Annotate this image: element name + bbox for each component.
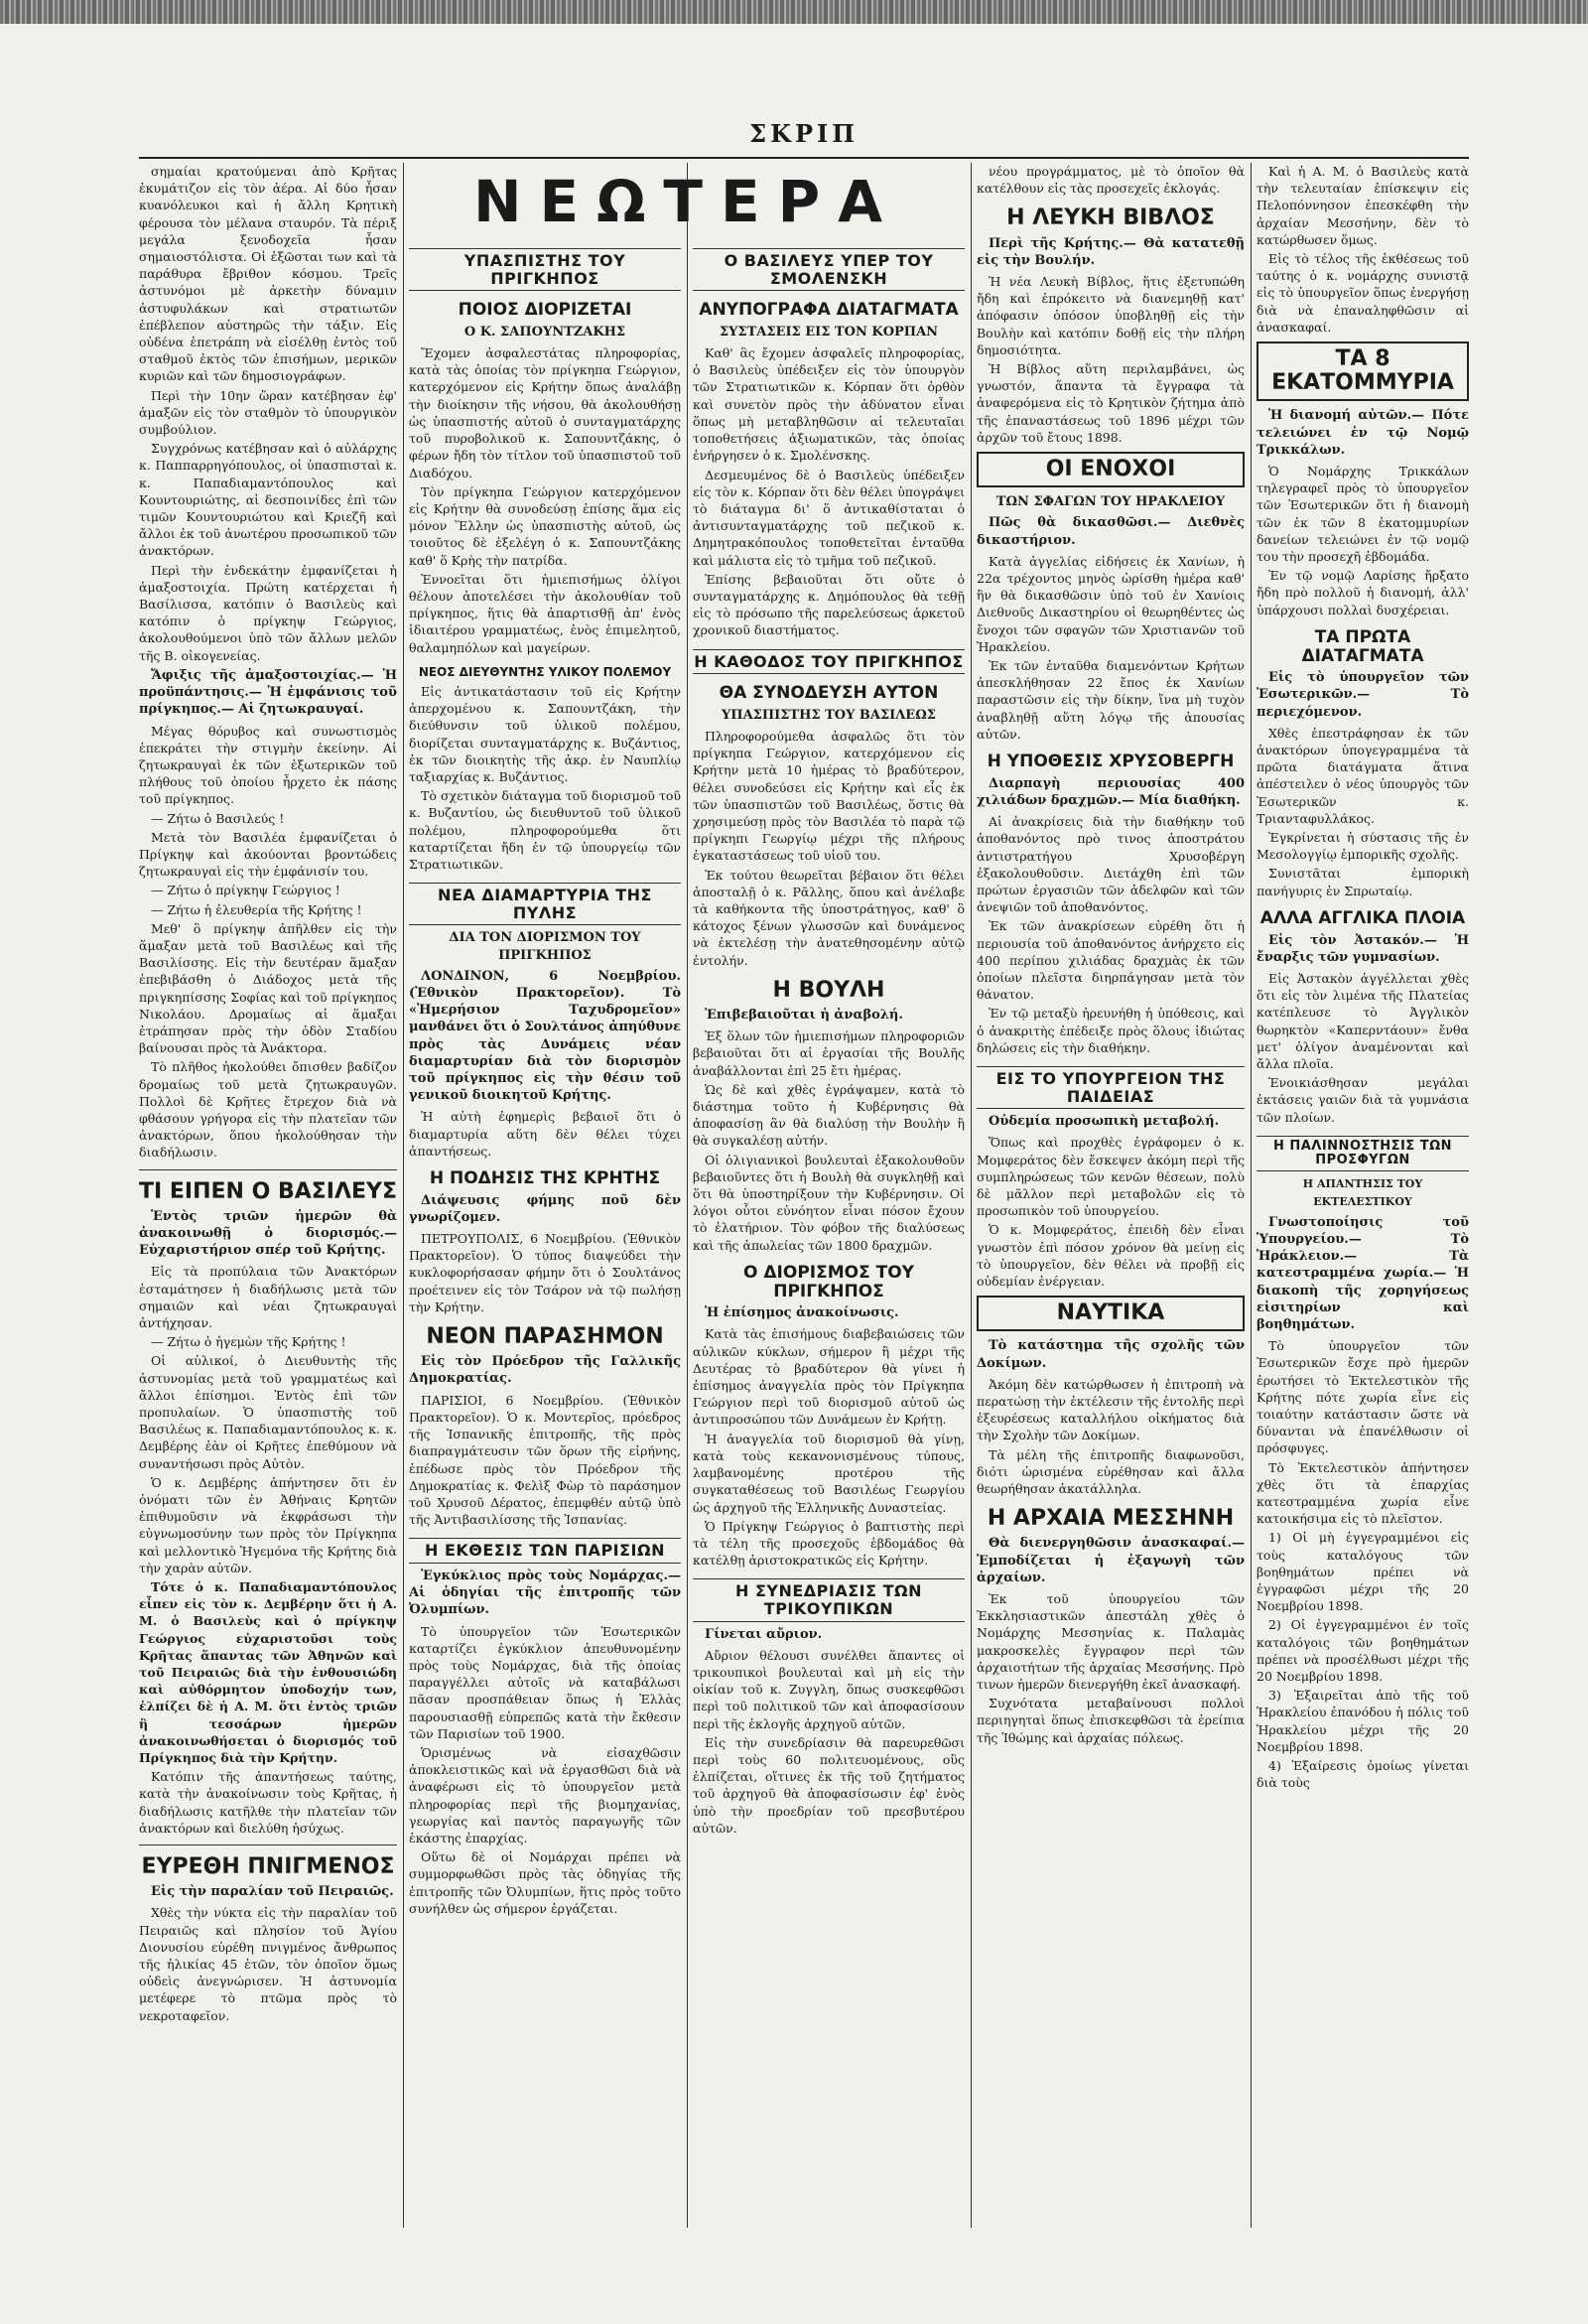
subheading: Διάψευσις φήμης ποῦ δὲν γνωρίζομεν. xyxy=(409,1192,681,1225)
headline: ΤΙ ΕΙΠΕΝ Ο ΒΑΣΙΛΕΥΣ xyxy=(139,1178,397,1204)
paragraph: Ὅπως καὶ προχθὲς ἐγράφομεν ὁ κ. Μομφεράτος δὲν ἔσκεψεν ἀκόμη περὶ τῆς συμπληρώσεως τῶν κενῶν θέσεων, πολὺ δὲ μᾶλλον περὶ μεταβολῶν εἰς τὸ προσωπικὸν τοῦ ὑπουργείου. xyxy=(977,1135,1245,1219)
paragraph: Ὁ Νομάρχης Τρικκάλων τηλεγραφεῖ πρὸς τὸ ὑπουργεῖον τῶν Ἐσωτερικῶν ὅτι ἡ διανομὴ τῶν ἐκ τῶν 8 ἑκατομμυρίων δανείων τελειώνει ἐν τῷ νομῷ του τὴν προσεχῆ ἑβδομάδα. xyxy=(1257,464,1469,565)
paragraph: Συγχρόνως κατέβησαν καὶ ὁ αὐλάρχης κ. Παππαρρηγόπουλος, οἱ ὑπασπισταὶ κ. κ. Παπαδιαμαντόπουλος καὶ Κουντουριώτης, αἱ δεσποινίδες ἐπὶ τῶν τιμῶν Κουντουριώτου καὶ Κριεζῆ καὶ ἄλλοι ἐκ τοῦ ἀνωτέρου προσωπικοῦ τῶν ἀνακτόρων. xyxy=(139,441,397,559)
paragraph: Ἐννοεῖται ὅτι ἡμιεπισήμως ὀλίγοι θέλουν ἀποτελέσει τὴν ἀκολουθίαν τοῦ πρίγκηπος, ἥτις θὰ ἀπαρτισθῇ ἀπ' ἑνὸς ἰδιαιτέρου γραμματέως, ἑνὸς ἐπιμελητοῦ, θαλαμηπόλων καὶ μαγείρων. xyxy=(409,571,681,655)
subheading: Οὐδεμία προσωπικὴ μεταβολή. xyxy=(989,1114,1220,1130)
subheading: Διαρπαγὴ περιουσίας 400 χιλιάδων δραχμῶν.— Μία διαθήκη. xyxy=(977,775,1245,808)
paragraph: Εἰς ἀντικατάστασιν τοῦ εἰς Κρήτην ἀπερχομένου κ. Σαπουντζάκη, τὴν διεύθυνσιν τοῦ ὑλικοῦ πολέμου, διορίζεται συνταγματάρχης κ. Βυζάντιος, ἐκ τῶν διοικητὴς τῆς ἀκρ. ἐν Ναυπλίῳ ταξιαρχίας κ. Βυζάντιος. xyxy=(409,683,681,784)
paragraph: Τὸ ὑπουργεῖον τῶν Ἐσωτερικῶν καταρτίζει ἐγκύκλιον ἀπευθυνομένην πρὸς τοὺς Νομάρχας, διὰ τῆς ὁποίας παραγγέλλει αὐτοῖς νὰ καταβάλωσι πᾶσαν προσπάθειαν ὅπως ἡ Ἑλλὰς παρουσιασθῇ εὐπρεπῶς κατὰ τὴν ἔκθεσιν τῶν Παρισίων τοῦ 1900. xyxy=(409,1623,681,1741)
paragraph: νέου προγράμματος, μὲ τὸ ὁποῖον θὰ κατέλθουν εἰς τὰς προσεχεῖς ἐκλογάς. xyxy=(977,164,1245,197)
headline: Η ΥΠΟΘΕΣΙΣ ΧΡΥΣΟΒΕΡΓΗ xyxy=(987,752,1235,772)
column-rule xyxy=(687,163,688,2228)
subheading: Ἡ ἐπίσημος ἀνακοίνωσις. xyxy=(705,1305,899,1321)
subheading: Θὰ διενεργηθῶσιν ἀνασκαφαί.— Ἐμποδίζεται ἡ ἐξαγωγὴ τῶν ἀρχαίων. xyxy=(977,1536,1245,1585)
column-4 xyxy=(977,163,1245,2228)
headline: Η ΣΥΝΕΔΡΙΑΣΙΣ ΤΩΝ ΤΡΙΚΟΥΠΙΚΩΝ xyxy=(693,1578,965,1621)
headline: Η ΒΟΥΛΗ xyxy=(772,977,885,1003)
subheading: Εἰς τὴν παραλίαν τοῦ Πειραιῶς. xyxy=(151,1884,394,1900)
paragraph: Ἐκ τούτου θεωρεῖται βέβαιον ὅτι θέλει ἀποσταλῇ ὁ κ. Ρᾶλλης, ὅπου καὶ ἀνέλαβε τὰ καθήκοντα τῆς ὑποστράτηγος, καθ' ὃ κάτοχος ξένων γλωσσῶν καὶ δυνάμενος νὰ ἐκτελέσῃ τὴν ἀνατεθησομένην αὐτῷ ἐντολήν. xyxy=(693,867,965,968)
divider xyxy=(139,1169,397,1170)
paragraph: — Ζήτω ἡ ἐλευθερία τῆς Κρήτης ! xyxy=(151,901,362,917)
paragraph: Τὸ σχετικὸν διάταγμα τοῦ διορισμοῦ τοῦ κ. Βυζαντίου, ὡς διευθυντοῦ τοῦ ὑλικοῦ πολέμου, πληροφορούμεθα ὅτι καταρτίζεται ἤδη ἐν τῷ ὑπουργείῳ τῶν Στρατιωτικῶν. xyxy=(409,788,681,872)
headline: ΤΑ 8 ΕΚΑΤΟΜΜΥΡΙΑ xyxy=(1257,342,1469,401)
subheading: Εἰς τὸ ὑπουργεῖον τῶν Ἐσωτερικῶν.— Τὸ περιεχόμενον. xyxy=(1257,670,1469,720)
subheading: Ἐγκύκλιος πρὸς τοὺς Νομάρχας.— Αἱ ὁδηγίαι τῆς ἐπιτροπῆς τῶν Ὀλυμπίων. xyxy=(409,1568,681,1618)
paragraph: Αὔριον θέλουσι συνέλθει ἅπαντες οἱ τρικουπικοὶ βουλευταὶ καὶ μὴ εἰς τὴν οἰκίαν τοῦ κ. Ζυγγλη, ὅπως συσκεφθῶσι περὶ τοῦ πολιτικοῦ τῶν καὶ ἀποφασίσουν περὶ τῆς ἐκλογῆς ἀρχηγοῦ αὐτῶν. xyxy=(693,1647,965,1731)
paragraph: Μέγας θόρυβος καὶ συνωστισμὸς ἐπεκράτει τὴν στιγμὴν ἐκείνην. Αἱ ζητωκραυγαὶ ἐκ τῶν ἐξωτερικῶν τοῦ πλήθους τοῦ ὁποίου ἦρχετο ἐκ πάσης τοῦ πρίγκηπος. xyxy=(139,723,397,807)
paragraph: Καθ' ἃς ἔχομεν ἀσφαλεῖς πληροφορίας, ὁ Βασιλεὺς ὑπέδειξεν εἰς τὸν ὑπουργὸν τῶν Στρατιωτικῶν κ. Κόρπαν ὅτι ὀρθὸν καὶ συνετὸν πρὸς τὴν ἀδύνατον εἶναι ὅπως μὴ μεταβληθῶσιν αἱ τελευταῖαι τοποθετήσεις ἀξιωματικῶν, τὰς ὁποίας ἐνήργησεν ὁ κ. Σμολένσκης. xyxy=(693,345,965,464)
paragraph: Οἱ αὐλικοί, ὁ Διευθυντὴς τῆς ἀστυνομίας μετὰ τοῦ γραμματέως καὶ ἄλλοι ἐπίσημοι. Ἐντὸς ἐπὶ τῶν προπυλαίων. Ὁ ὑπασπιστὴς τοῦ Βασιλέως κ. Παπαδιαμαντόπουλος κ. κ. Δεμβέρης ἐὰν οἱ Κρῆτες ἐπεθύμουν νὰ συναντήσωσι πρὸς Αὐτὸν. xyxy=(139,1353,397,1471)
paragraph: Ἔχομεν ἀσφαλεστάτας πληροφορίας, κατὰ τὰς ὁποίας τὸν πρίγκηπα Γεώργιον, κατερχόμενον εἰς Κρήτην ὅπως ἀναλάβῃ τὴν διοίκησιν τῆς νήσου, θὰ ἀκολουθήσῃ ὡς ὑπασπιστής αὐτοῦ ὁ συνταγματάρχης τοῦ πυροβολικοῦ κ. Σαπουντζάκης, ὁ φέρων ἤδη τὸν τίτλον τοῦ ὑπασπιστοῦ τοῦ Διαδόχου. xyxy=(409,345,681,480)
paragraph: Καὶ ἡ Α. Μ. ὁ Βασιλεὺς κατὰ τὴν τελευταίαν ἐπίσκεψιν εἰς Πελοπόννησον ἐπεσκέφθη τὴν ἀρχαίαν Μεσσήνην, δὲν τὸ κατώρθωσεν ὅμως. xyxy=(1257,164,1469,247)
paragraph: Κατόπιν τῆς ἀπαντήσεως ταύτης, κατὰ τὴν ἀνακοίνωσιν τοὺς Κρῆτας, ἡ διαδήλωσις κατῆλθε τὴν πλατεῖαν τῶν ἀνακτόρων καὶ διελύθη ἡσύχως. xyxy=(139,1769,397,1836)
paragraph: Ἡ αὐτὴ ἐφημερὶς βεβαιοῖ ὅτι ὁ διαμαρτυρία αὕτη δὲν θέλει τύχει ἀπαντήσεως. xyxy=(409,1109,681,1159)
paragraph: Ὁρισμένως νὰ εἰσαχθῶσιν ἀποκλειστικῶς καὶ νὰ ἐργασθῶσι διὰ νὰ ἀναφέρωσι εἰς τὸ ὑπουργεῖον μετὰ πληροφορίας περὶ τῆς βιομηχανίας, γεωργίας καὶ παντὸς παραγωγῆς τῶν ἑκάστης ἐπαρχίας. xyxy=(409,1744,681,1846)
paragraph: Ἐν τῷ νομῷ Λαρίσης ἤρξατο ἤδη πρὸ πολλοῦ ἡ διανομή, ἀλλ' ὑπάρχουσι πολλαὶ δυσχέρειαι. xyxy=(1257,568,1469,617)
page-header xyxy=(139,117,1469,159)
subheading: Ο Κ. ΣΑΠΟΥΝΤΖΑΚΗΣ xyxy=(463,324,626,340)
paragraph: — Ζήτω ὁ ἡγεμὼν τῆς Κρήτης ! xyxy=(151,1334,346,1350)
paragraph: 2) Οἱ ἐγγεγραμμένοι ἐν τοῖς καταλόγοις τῶν βοηθημάτων πρέπει νὰ προσέλθωσι μέχρι τῆς 20 Νοεμβρίου 1898. xyxy=(1257,1617,1469,1685)
paragraph: ΛΟΝΔΙΝΟΝ, 6 Νοεμβρίου. (Ἐθνικὸν Πρακτορεῖον). Τὸ «Ἡμερήσιον Ταχυδρομεῖον» μανθάνει ὅτι ὁ Σουλτάνος ἀπηύθυνε πρὸς τὰς Δυνάμεις νέαν διαμαρτυρίαν διὰ τὸν διορισμὸν τοῦ πρίγκηπος εἰς τὴν θέσιν τοῦ γενικοῦ διοικητοῦ Κρήτης. xyxy=(409,968,681,1104)
column-3 xyxy=(693,163,965,2228)
headline: Η ΠΑΛΙΝΝΟΣΤΗΣΙΣ ΤΩΝ ΠΡΟΣΦΥΓΩΝ xyxy=(1257,1136,1469,1172)
paragraph: 3) Ἐξαιρεῖται ἀπὸ τῆς τοῦ Ἡρακλείου ἐπανόδου ἡ πόλις τοῦ Ἡρακλείου μέχρι τῆς 20 Νοεμβρίου 1898. xyxy=(1257,1688,1469,1754)
paragraph: Πληροφορούμεθα ἀσφαλῶς ὅτι τὸν πρίγκηπα Γεώργιον, κατερχόμενον εἰς Κρήτην μετὰ 10 ἡμέρας τὸ βραδύτερον, θέλει συνοδεύσει εἰς Κρήτην καὶ εἷς ἐκ τῶν ὑπασπιστῶν τοῦ Βασιλέως, ὅστις θὰ χρησιμεύσῃ πρὸς τὸν Βασιλέα τὸ παρὰ τῷ πρίγκηπι Γεωργίῳ μέχρι τῆς πλήρους ἐγκαταστάσεως τοῦ υἱοῦ του. xyxy=(693,729,965,864)
subheading: Γίνεται αὔριον. xyxy=(705,1626,823,1642)
headline: Η ΠΟΔΗΣΙΣ ΤΗΣ ΚΡΗΤΗΣ xyxy=(429,1167,661,1188)
column-rule xyxy=(971,163,972,2228)
paragraph: Δεσμευμένος δὲ ὁ Βασιλεὺς ὑπέδειξεν εἰς τὸν κ. Κόρπαν ὅτι δὲν θέλει ὑπογράψει τὸ διάταγμα δι' ὅ ἀντικαθίσταται ὁ ἀντισυνταγματάρχης τοῦ πεζικοῦ κ. Δημητρακόπουλος τοποθετεῖται ἐνταῦθα καὶ μάλιστα εἰς τὸ τμῆμα τοῦ πεζικοῦ. xyxy=(693,467,965,568)
headline: Η ΕΚΘΕΣΙΣ ΤΩΝ ΠΑΡΙΣΙΩΝ xyxy=(409,1538,681,1564)
paragraph: 4) Ἐξαίρεσις ὁμοίως γίνεται διὰ τοὺς xyxy=(1257,1758,1469,1791)
paragraph: Ἡ νέα Λευκὴ Βίβλος, ἥτις ἐξετυπώθη ἤδη καὶ ἐπρόκειτο νὰ διανεμηθῇ κατ' ἀπόφασιν ὁπόσον ὑποβληθῇ εἰς τὴν Βουλὴν καὶ κατόπιν δοθῇ εἰς τὴν πλήρη δημοσιότητα. xyxy=(977,274,1245,357)
subheading: Η ΑΠΑΝΤΗΣΙΣ ΤΟΥ ΕΚΤΕΛΕΣΤΙΚΟΥ xyxy=(1302,1177,1423,1208)
subheading: ΤΩΝ ΣΦΑΓΩΝ ΤΟΥ ΗΡΑΚΛΕΙΟΥ xyxy=(995,494,1226,510)
headline: ΥΠΑΣΠΙΣΤΗΣ ΤΟΥ ΠΡΙΓΚΗΠΟΣ xyxy=(409,248,681,291)
subheading: Ἡ διανομή αὐτῶν.— Πότε τελειώνει ἐν τῷ Νομῷ Τρικκάλων. xyxy=(1257,408,1469,458)
paragraph: Ἐνοικιάσθησαν μεγάλαι ἐκτάσεις γαιῶν διὰ τὰ γυμνάσια τῶν πλοίων. xyxy=(1257,1075,1469,1125)
headline: Ο ΒΑΣΙΛΕΥΣ ΥΠΕΡ ΤΟΥ ΣΜΟΛΕΝΣΚΗ xyxy=(693,248,965,291)
paragraph: Ἐγκρίνεται ἡ σύστασις τῆς ἐν Μεσολογγίῳ ἐμπορικῆς σχολῆς. xyxy=(1257,830,1469,863)
paragraph: Ἐν τῷ μεταξὺ ἠρευνήθη ἡ ὑπόθεσις, καὶ ὁ ἀνακριτὴς ἐπέδειξε πρὸς ὅλους ἰδιώτας δηλώσεις εἰς τὴν διαθήκην. xyxy=(977,1006,1245,1055)
headline: Η ΛΕΥΚΗ ΒΙΒΛΟΣ xyxy=(1006,205,1215,231)
paragraph: Ἐκ τῶν ἀνακρίσεων εὑρέθη ὅτι ἡ περιουσία τοῦ ἀποθανόντος ἀνήρχετο εἰς 400 περίπου χιλιάδας δραχμὰς ἐκ τῶν ὁποίων πλεῖστα διηρπάγησαν μετὰ τὸν θάνατον. xyxy=(977,918,1245,1003)
subheading: Ἐπιβεβαιοῦται ἡ ἀναβολή. xyxy=(705,1008,903,1024)
headline: ΘΑ ΣΥΝΟΔΕΥΣΗ ΑΥΤΟΝ xyxy=(719,683,939,704)
headline: ΟΙ ΕΝΟΧΟΙ xyxy=(977,452,1245,487)
headline: ΤΑ ΠΡΩΤΑ ΔΙΑΤΑΓΜΑΤΑ xyxy=(1301,626,1424,666)
title-spacer xyxy=(693,163,965,238)
headline: Η ΑΡΧΑΙΑ ΜΕΣΣΗΝΗ xyxy=(987,1506,1235,1532)
paragraph: — Ζήτω ὁ πρίγκηψ Γεώργιος ! xyxy=(151,883,340,898)
paragraph: Ὁ κ. Μομφεράτος, ἐπειδὴ δὲν εἶναι γνωστὸν ἐπὶ πόσον χρόνον θὰ μείνῃ εἰς τὸ ὑπουργεῖον, δὲν θέλει νὰ προβῇ εἰς οὐδεμίαν ἐνέργειαν. xyxy=(977,1222,1245,1290)
paragraph: 1) Οἱ μὴ ἐγγεγραμμένοι εἰς τοὺς καταλόγους τῶν βοηθημάτων πρέπει νὰ ἐγγραφῶσι μέχρι τῆς 20 Νοεμβρίου 1898. xyxy=(1257,1530,1469,1614)
paragraph: Μεθ' ὃ πρίγκηψ ἀπῆλθεν εἰς τὴν ἅμαξαν μετὰ τοῦ Βασιλέως καὶ τῆς Βασιλίσσης. Εἰς τὴν δευτέραν ἅμαξαν ἐπεβιβάσθη ὁ Διάδοχος μετὰ τῆς πριγκηπίσσης Σοφίας καὶ τοῦ πρίγκηπος Νικολάου. Δρομαίως αἱ ἅμαξαι ἐτράπησαν πρὸς τὴν ὁδὸν Σταδίου βαίνουσαι πρὸς τὰ Ἀνάκτορα. xyxy=(139,920,397,1056)
headline: ΝΑΥΤΙΚΑ xyxy=(977,1296,1245,1331)
paragraph: Ὡς δὲ καὶ χθὲς ἐγράψαμεν, κατὰ τὸ διάστημα τοῦτο ἡ Κυβέρνησις θὰ ἀποφασίσῃ ἂν θὰ διαλύσῃ τὴν Βουλὴν ἢ θὰ συγκαλέσῃ αὐτήν. xyxy=(693,1081,965,1149)
paragraph: σημαίαι κρατούμεναι ἀπὸ Κρῆτας ἐκυμάτιζον εἰς τὸν ἀέρα. Αἱ δύο ἦσαν κυανόλευκοι καὶ ἡ ἄλλη Κρητικὴ φέρουσα τὸν μέλανα σταυρόν. Τὰ πέριξ μεγάλα ξενοδοχεῖα ἦσαν σημαιοστόλιστα. Οἱ ἐξῶσται των καὶ τὰ παράθυρα ἔβριθον κόσμου. Τρεῖς ἀστυνόμοι μὲ ἀρκετὴν δύναμιν ἀστυφυλάκων καὶ στρατιωτῶν ἐπέβλεπον αὐστηρῶς τὴν τάξιν. Εἰς οὐδένα ἐπετράπη νὰ εἰσέλθῃ ἐντὸς τοῦ σταθμοῦ ἐκτὸς τῶν ἐπισήμων, μερικῶν κυριῶν καὶ τῶν δημοσιογράφων. xyxy=(139,164,397,384)
paragraph: Ἐξ ὅλων τῶν ἡμιεπισήμων πληροφοριῶν βεβαιοῦται ὅτι αἱ ἐργασίαι τῆς Βουλῆς ἀναβάλλονται ἐπὶ 25 ἔτι ἡμέρας. xyxy=(693,1028,965,1078)
headline: ΑΝΥΠΟΓΡΑΦΑ ΔΙΑΤΑΓΜΑΤΑ xyxy=(699,300,959,321)
paragraph: Εἰς τὴν συνεδρίασιν θὰ παρευρεθῶσι περὶ τοὺς 60 πολιτευομένους, οὓς ἐλπίζεται, οἵτινες ἐκ τῆς τοῦ ζητήματος τοῦ ἀρχηγοῦ θὰ ἀποφασίσωσιν ἐφ' ἑνὸς ὑπὸ τὴν προεδρίαν τοῦ πρεσβυτέρου αὐτῶν. xyxy=(693,1734,965,1836)
headline: ΑΛΛΑ ΑΓΓΛΙΚΑ ΠΛΟΙΑ xyxy=(1259,907,1466,928)
subheading: Περὶ τῆς Κρήτης.— Θὰ κατατεθῇ εἰς τὴν Βουλήν. xyxy=(977,235,1245,268)
subheading: ΔΙΑ ΤΟΝ ΔΙΟΡΙΣΜΟΝ ΤΟΥ ΠΡΙΓΚΗΠΟΣ xyxy=(449,930,641,963)
paragraph: Ἡ Βίβλος αὕτη περιλαμβάνει, ὡς γνωστόν, ἅπαντα τὰ ἔγγραφα τὰ ἀναφερόμενα εἰς τὸ Κρητικὸν ζήτημα ἀπὸ τῆς ἐπαναστάσεως τοῦ 1896 μέχρι τῶν ἀρχῶν τοῦ ἔτους 1898. xyxy=(977,361,1245,445)
subheading: Τὸ κατάστημα τῆς σχολῆς τῶν Δοκίμων. xyxy=(977,1338,1245,1371)
divider xyxy=(139,1845,397,1846)
paragraph: Χθὲς τὴν νύκτα εἰς τὴν παραλίαν τοῦ Πειραιῶς καὶ πλησίον τοῦ Ἁγίου Διονυσίου εὑρέθη πνιγμένος ἄνθρωπος τῆς ἡλικίας 45 ἐτῶν, τὸν ὁποῖον ὅμως οὐδεὶς ἀνεγνώρισεν. Ἡ ἀστυνομία μετέφερε τὸ πτῶμα πρὸς τὸ νεκροταφεῖον. xyxy=(139,1905,397,2023)
paragraph: Εἰς τὸ τέλος τῆς ἐκθέσεως τοῦ ταύτης ὁ κ. νομάρχης συνιστᾷ εἰς τὸ ὑπουργεῖον ὅπως ἐνεργήσῃ διὰ νὰ ἐπαναληφθῶσιν αἱ ἀνασκαφαί. xyxy=(1257,251,1469,335)
headline: Ο ΔΙΟΡΙΣΜΟΣ ΤΟΥ ΠΡΙΓΚΗΠΟΣ xyxy=(743,1262,914,1301)
paragraph: Αἱ ἀνακρίσεις διὰ τὴν διαθήκην τοῦ ἀποθανόντος πρὸ τινος ἀποστράτου ἀντιστρατήγου Χρυσοβέργη ἐξακολουθοῦσιν. Διετάχθη ἐπὶ τῶν πρώτων ἐργασιῶν τῶν ἀδελφῶν καὶ τῶν ἀνεψιῶν τοῦ ἀποθανόντος. xyxy=(977,814,1245,915)
subheading: Πῶς θὰ δικασθῶσι.— Διεθνὲς δικαστήριον. xyxy=(977,515,1245,548)
headline: ΝΕΑ ΔΙΑΜΑΡΤΥΡΙΑ ΤΗΣ ΠΥΛΗΣ xyxy=(409,883,681,925)
column-5 xyxy=(1257,163,1469,2228)
subheading: Εἰς τὸν Ἀστακόν.— Ἡ ἔναρξις τῶν γυμνασίων. xyxy=(1257,932,1469,965)
headline: ΕΥΡΕΘΗ ΠΝΙΓΜΕΝΟΣ xyxy=(141,1854,395,1880)
paragraph: Περὶ τὴν ἐνδεκάτην ἐμφανίζεται ἡ ἁμαξοστοιχία. Πρώτη κατέρχεται ἡ Βασίλισσα, κατόπιν ὁ Βασιλεὺς καὶ κατόπιν ὁ πρίγκηψ Γεώργιος, ἀκολουθούμενοι ὑπὸ τῶν ἄλλων μελῶν τῆς Β. οἰκογενείας. xyxy=(139,562,397,663)
paragraph: ΠΕΤΡΟΥΠΟΛΙΣ, 6 Νοεμβρίου. (Ἐθνικὸν Πρακτορεῖον). Ὁ τύπος διαψεύδει τὴν κυκλοφορήσασαν φήμην ὅτι ὁ Σουλτάνος προέτεινεν εἰς τὸν Τσάρον νὰ τῷ πωλήσῃ τὴν Κρήτην. xyxy=(409,1231,681,1314)
subheading: ΥΠΑΣΠΙΣΤΗΣ ΤΟΥ ΒΑΣΙΛΕΩΣ xyxy=(722,707,936,723)
paragraph: Τότε ὁ κ. Παπαδιαμαντόπουλος εἶπεν εἰς τὸν κ. Δεμβέρην ὅτι ἡ Α. Μ. ὁ Βασιλεὺς καὶ ὁ πρίγκηψ Γεώργιος εὐχαριστοῦσι τοὺς Κρῆτας ἅπαντας τῶν Ἀθηνῶν καὶ τοῦ Πειραιῶς διὰ τὴν ἐνθουσιώδη καὶ αὐθόρμητον ὑποδοχήν των, ἐλπίζει δὲ ἡ Α. Μ. ὅτι ἐντὸς τριῶν ἢ τεσσάρων ἡμερῶν ἀνακοινωθήσεται ὁ διορισμός τοῦ Πρίγκηπος διὰ τὴν Κρήτην. xyxy=(139,1579,397,1766)
paragraph: Τὸ ὑπουργεῖον τῶν Ἐσωτερικῶν ἔσχε πρὸ ἡμερῶν ἐρωτήσει τὸ Ἐκτελεστικὸν τῆς Κρήτης πότε χωρία εἶνε εἰς τοιαύτην κατάστασιν ὥστε νὰ δύνανται νὰ ἐπανέλθωσιν οἱ πρόσφυγες. xyxy=(1257,1338,1469,1456)
paragraph: Συνιστᾶται ἐμπορικὴ πανήγυρις ἐν Σπρωταίῳ. xyxy=(1257,866,1469,898)
paragraph: Ἐκ τοῦ ὑπουργείου τῶν Ἐκκλησιαστικῶν ἀπεστάλη χθὲς ὁ Νομάρχης Μεσσηνίας κ. Παλαμὰς μακροσκελὲς ἔγγραφον περὶ τῶν ἀρχαιοτήτων τῆς ἀρχαίας Μεσσήνης. Πρὸ τινων ἡμερῶν διενεργήθη ἐκεῖ ἀνασκαφή. xyxy=(977,1591,1245,1693)
paragraph: Τὰ μέλη τῆς ἐπιτροπῆς διαφωνοῦσι, διότι ὡρισμένα εὑρέθησαν καὶ ἄλλα θεωρήθησαν ἀκατάλληλα. xyxy=(977,1446,1245,1497)
paragraph: Τὸ πλῆθος ἠκολούθει ὄπισθεν βαδίζον δρομαίως τοῦ μετὰ ζητωκραυγῶν. Πολλοὶ δὲ Κρῆτες ἔτρεχον διὰ νὰ φθάσουν γρήγορα εἰς τὴν πλατεῖαν τῶν ἀνακτόρων, ὅπου ἠκολούθησαν τὴν διαδήλωσιν. xyxy=(139,1059,397,1161)
paragraph: Συχνότατα μεταβαίνουσι πολλοὶ περιηγηταὶ ὅπως ἐπισκεφθῶσι τὰ ἐρείπια τῆς Ἰθώμης καὶ ἀρχαίας πόλεως. xyxy=(977,1696,1245,1745)
column-rule xyxy=(403,163,404,2228)
paragraph: Χθὲς ἐπεστράφησαν ἐκ τῶν ἀνακτόρων ὑπογεγραμμένα τὰ πρῶτα διατάγματα ἅτινα ἀπέστειλεν ὁ νέος ὑπουργὸς τῶν Ἐσωτερικῶν κ. Τριανταφυλλάκος. xyxy=(1257,725,1469,826)
subheading: Ἄφιξις τῆς ἁμαξοστοιχίας.— Ἡ προϋπάντησις.— Ἡ ἐμφάνισις τοῦ πρίγκηπος.— Αἱ ζητωκραυγαί. xyxy=(139,667,397,718)
column-1 xyxy=(139,163,397,2228)
paragraph: Κατὰ τὰς ἐπισήμους διαβεβαιώσεις τῶν αὐλικῶν κύκλων, σήμερον ἢ μέχρι τῆς Δευτέρας τὸ βραδύτερον θὰ γίνει ἡ ἐπίσημος ἀναγγελία πρὸς τὸν Πρίγκηπα Γεώργιον περὶ τοῦ διορισμοῦ αὐτοῦ ὡς ἀντιπροσώπου τῶν Δυνάμεων ἐν Κρήτῃ. xyxy=(693,1326,965,1428)
headline: ΝΕΟΝ ΠΑΡΑΣΗΜΟΝ xyxy=(426,1324,664,1350)
paragraph: Οἱ ὀλιγιανικοὶ βουλευταὶ ἐξακολουθοῦν βεβαιοῦντες ὅτι ἡ Βουλὴ θὰ συγκληθῇ καὶ ὅτι θὰ ὑποστηρίξουν τὴν Κυβέρνησιν. Οἱ λόγοι οὗτοι εὐνόητον εἶναι πόσον ἔχουν τὸ ἐλατήριον. Τὸν φόβον τῆς διαλύσεως καὶ τῆς ἀπωλείας τῶν 1800 δραχμῶν. xyxy=(693,1152,965,1253)
paragraph: Περὶ τὴν 10ην ὥραν κατέβησαν ἐφ' ἁμαξῶν εἰς τὸν σταθμὸν τὸ ὑπουργικὸν συμβούλιον. xyxy=(139,387,397,438)
headline: ΝΕΟΣ ΔΙΕΥΘΥΝΤΗΣ ΥΛΙΚΟΥ ΠΟΛΕΜΟΥ xyxy=(418,664,672,679)
paragraph: Ὁ κ. Δεμβέρης ἀπήντησεν ὅτι ἐν ὀνόματι τῶν ἐν Ἀθήναις Κρητῶν ἐπιθυμοῦσιν νὰ ἐκφράσωσι τὴν εὐγνωμοσύνην των πρὸς τὸν Πρίγκηπα καὶ μελλοντικὸ Ἡγεμόνα τῆς Κρήτης διὰ τὴν χαρὰν αὐτῶν. xyxy=(139,1474,397,1575)
section-title: ΝΕΩΤΕΡΑ xyxy=(472,168,901,235)
paragraph: Τὸ Ἐκτελεστικὸν ἀπήντησεν χθὲς ὅτι τὰ ἐπαρχίας κατεστραμμένα χωρία εἶνε κατοικήσιμα εἰς τὸ πλεῖστον. xyxy=(1257,1459,1469,1527)
subheading: Εἰς τὸν Πρόεδρον τῆς Γαλλικῆς Δημοκρατίας. xyxy=(409,1354,681,1387)
paragraph: Ἐκ τῶν ἐνταῦθα διαμενόντων Κρήτων ἀπεσκλήθησαν 22 ἔπος ἐκ Χανίων παραστῶσιν εἰς τὴν δίκην, ἵνα μὴ τυχὸν ἀναβληθῇ αὕτη λόγῳ τῆς ἀπουσίας αὐτῶν. xyxy=(977,658,1245,742)
paragraph: Ἐπίσης βεβαιοῦται ὅτι οὔτε ὁ συνταγματάρχης κ. Δημόπουλος θὰ τεθῇ εἰς τὸ πρόσωπο τῆς παρελεύσεως ἀρκετοῦ χρονικοῦ διαστήματος. xyxy=(693,571,965,638)
newspaper-columns xyxy=(139,163,1469,2228)
paragraph: Ἀκόμη δὲν κατώρθωσεν ἡ ἐπιτροπὴ νὰ περατώσῃ τὴν ἐκτέλεσιν τῆς ἐντολῆς περὶ ἐξευρέσεως καταλλήλου οἰκήματος διὰ τὴν Σχολὴν τῶν Δοκίμων. xyxy=(977,1376,1245,1443)
masthead: ΣΚΡΙΠ xyxy=(749,119,859,148)
paragraph: Ὁ Πρίγκηψ Γεώργιος ὁ βαπτιστὴς περὶ τὰ τέλη τῆς προσεχοῦς ἑβδομάδος θὰ κατέλθῃ ἀριστοκρατικῶς εἰς Κρήτην. xyxy=(693,1518,965,1569)
subheading: Γνωστοποίησις τοῦ Ὑπουργείου.— Τὸ Ἡράκλειον.— Τὰ κατεστραμμένα χωρία.— Ἡ διακοπὴ τῆς χορηγήσεως εἰσιτηρίων καὶ βοηθημάτων. xyxy=(1257,1214,1469,1332)
paragraph: Κατὰ ἀγγελίας εἰδήσεις ἐκ Χανίων, ἡ 22α τρέχοντος μηνὸς ὡρίσθη ἡμέρα καθ' ἣν θὰ δικασθῶσιν ὑπὸ τοῦ ἐν Χανίοις Διεθνοῦς Δικαστηρίου οἱ θεωρηθέντες ὡς ἔνοχοι τῶν σφαγῶν τῶν Χριστιανῶν τοῦ Ἡρακλείου. xyxy=(977,553,1245,654)
paragraph: Οὕτω δὲ οἱ Νομάρχαι πρέπει νὰ συμμορφωθῶσι πρὸς τὰς ὁδηγίας τῆς ἐπιτροπῆς τῶν Ὀλυμπίων, ἥτις πρὸς τοῦτο συνήλθεν ὡς σήμερον ἐργάζεται. xyxy=(409,1849,681,1916)
paragraph: ΠΑΡΙΣΙΟΙ, 6 Νοεμβρίου. (Ἐθνικὸν Πρακτορεῖον). Ὁ κ. Μοντερῖος, πρόεδρος τῆς Ἱσπανικῆς ἐπιτροπῆς, τῆς πρὸς διαπραγμάτευσιν τῶν ὅρων τῆς εἰρήνης, ἐπέδωσε πρὸς τὸν Πρόεδρον τῆς Δημοκρατίας κ. Φελὶξ Φὼρ τὸ παράσημον τοῦ Χρυσοῦ Δέρατος, ἐπεμφθέν αὐτῷ ὑπὸ τῆς Ἀντιβασιλίσσης τῆς Ἱσπανίας. xyxy=(409,1392,681,1528)
headline: ΠΟΙΟΣ ΔΙΟΡΙΖΕΤΑΙ xyxy=(458,300,632,321)
paragraph: — Ζήτω ὁ Βασιλεύς ! xyxy=(151,810,285,826)
paragraph: Ἡ ἀναγγελία τοῦ διορισμοῦ θὰ γίνῃ, κατὰ τοὺς κεκανονισμένους τύπους, λαμβανομένης προτέρου τῆς συγκαταθέσεως τοῦ Βασιλέως Γεωργίου ὡς ἀρχηγοῦ τῆς Ἑλληνικῆς Δυναστείας. xyxy=(693,1431,965,1515)
paragraph: Μετὰ τὸν Βασιλέα ἐμφανίζεται ὁ Πρίγκηψ καὶ ἀκούονται βροντώδεις ζητωκραυγαὶ εἰς τὴν ἐμφάνισίν του. xyxy=(139,829,397,880)
scan-top-band xyxy=(0,0,1588,24)
subheading: Ἐντὸς τριῶν ἡμερῶν θὰ ἀνακοινωθῇ ὁ διορισμός.— Εὐχαριστήριον σπέρ τοῦ Κρήτης. xyxy=(139,1208,397,1259)
column-rule xyxy=(1251,163,1252,2228)
paragraph: Εἰς τὰ προπύλαια τῶν Ἀνακτόρων ἐσταμάτησεν ἡ διαδήλωσις μετὰ τῶν σημαιῶν καὶ νέαι ζητωκραυγαὶ ἀντήχησαν. xyxy=(139,1264,397,1330)
headline: Η ΚΑΘΟΔΟΣ ΤΟΥ ΠΡΙΓΚΗΠΟΣ xyxy=(693,649,965,675)
paragraph: Εἰς Ἀστακὸν ἀγγέλλεται χθὲς ὅτι εἰς τὸν λιμένα τῆς Πλατείας κατέπλευσε τὸ Ἀγγλικὸν θωρηκτὸν «Καπερντάουν» ἔνθα μετ' ὀλίγον ἀναμένονται καὶ ἄλλα πλοῖα. xyxy=(1257,970,1469,1071)
headline: ΕΙΣ ΤΟ ΥΠΟΥΡΓΕΙΟΝ ΤΗΣ ΠΑΙΔΕΙΑΣ xyxy=(977,1066,1245,1109)
paragraph: Τὸν πρίγκηπα Γεώργιον κατερχόμενον εἰς Κρήτην θὰ συνοδεύσῃ ἐπίσης ἅμα εἰς μόνον Ἕλλην ὡς ὑπασπιστὴς αὐτοῦ, ὡς τοιοῦτος δὲ ἐξελέγη ὁ κ. Σαπουντζάκης καθ' ὅ Κρὴς τὴν πατρίδα. xyxy=(409,483,681,568)
subheading: ΣΥΣΤΑΣΕΙΣ ΕΙΣ ΤΟΝ ΚΟΡΠΑΝ xyxy=(719,324,939,340)
